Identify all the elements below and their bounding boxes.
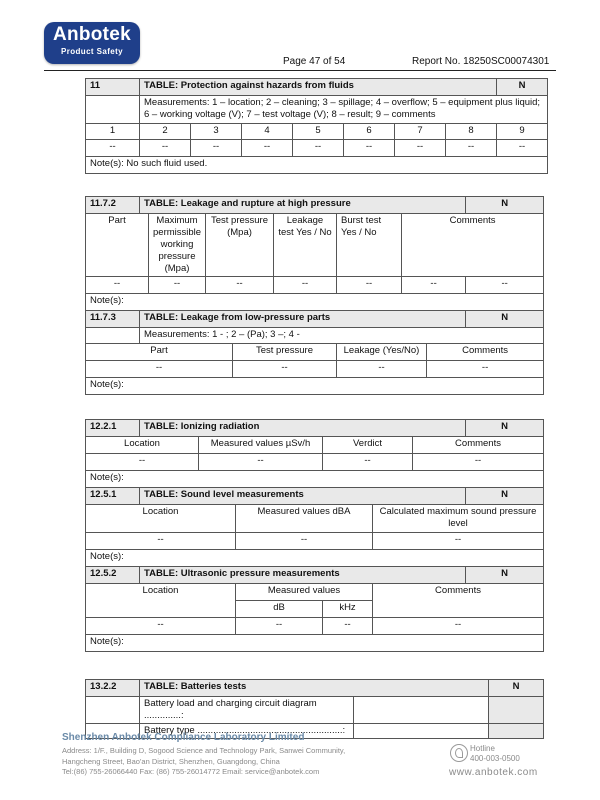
- report-number: Report No. 18250SC00074301: [412, 56, 550, 67]
- col-header: 9: [497, 124, 548, 140]
- clause-number: 11.7.3: [86, 311, 140, 328]
- logo-name: Anbotek: [52, 24, 132, 45]
- col-header: Test pressure: [233, 344, 337, 361]
- col-header: Comments: [373, 584, 544, 618]
- col-header: 8: [446, 124, 497, 140]
- verdict-cell: N: [466, 197, 544, 214]
- table-cell: --: [191, 140, 242, 157]
- footer-company: Shenzhen Anbotek Compliance Laboratory Limited: [62, 732, 305, 743]
- anbotek-logo: [44, 22, 140, 64]
- clause-number: 12.5.1: [86, 488, 140, 505]
- table-cell: --: [427, 361, 544, 378]
- table-cell: --: [337, 361, 427, 378]
- measurements-legend: Measurements: 1 - ; 2 – (Pa); 3 –; 4 -: [140, 328, 544, 344]
- col-header: Comments: [413, 437, 544, 454]
- table-cell: --: [86, 533, 236, 550]
- clause-number: 12.5.2: [86, 567, 140, 584]
- table-note: Note(s): No such fluid used.: [86, 157, 548, 174]
- verdict-cell: N: [466, 311, 544, 328]
- verdict-cell: N: [466, 420, 544, 437]
- table-title: TABLE: Leakage and rupture at high pressure: [140, 197, 466, 214]
- table-title: TABLE: Ionizing radiation: [140, 420, 466, 437]
- table-cell: --: [149, 277, 206, 294]
- table-cell: --: [466, 277, 544, 294]
- address-line: Hangcheng Street, Bao'an District, Shenzhen, Guangdong, China: [62, 756, 280, 766]
- table-cell: --: [497, 140, 548, 157]
- table-cell: --: [413, 454, 544, 471]
- table-title: TABLE: Sound level measurements: [140, 488, 466, 505]
- battery-type-label: Battery type .......................................................:: [140, 724, 354, 739]
- col-header: Measured values: [236, 584, 373, 601]
- table-cell: --: [199, 454, 323, 471]
- clause-number: 13.2.2: [86, 680, 140, 697]
- col-header: Leakage test Yes / No: [274, 214, 337, 277]
- col-header: Comments: [402, 214, 544, 277]
- col-header: 4: [242, 124, 293, 140]
- hotline-label: Hotline: [470, 744, 495, 753]
- table-cell: --: [446, 140, 497, 157]
- col-header: 1: [86, 124, 140, 140]
- table-cell: --: [323, 618, 373, 635]
- col-header: Location: [86, 584, 236, 618]
- table-cell: --: [86, 618, 236, 635]
- table-batteries: [85, 679, 544, 739]
- table-cell: --: [323, 454, 413, 471]
- col-header: kHz: [323, 601, 373, 618]
- verdict-cell: N: [466, 488, 544, 505]
- col-header: Test pressure (Mpa): [206, 214, 274, 277]
- col-header: Verdict: [323, 437, 413, 454]
- table-cell: --: [86, 361, 233, 378]
- table-cell: --: [395, 140, 446, 157]
- table-cell: --: [373, 533, 544, 550]
- battery-diagram-label: Battery load and charging circuit diagram ..............:: [140, 697, 354, 724]
- table-cell: --: [233, 361, 337, 378]
- col-header: Part: [86, 344, 233, 361]
- measurements-legend: Measurements: 1 – location; 2 – cleaning; 3 – spillage; 4 – overflow; 5 – equipment plus liquid; 6 – working voltage (V); 7 – test voltage (V); 8 – result; 9 – comments: [140, 96, 548, 124]
- table-title: TABLE: Leakage from low-pressure parts: [140, 311, 466, 328]
- table-note: Note(s):: [86, 635, 544, 652]
- table-note: Note(s):: [86, 550, 544, 567]
- col-header: 2: [140, 124, 191, 140]
- col-header: dB: [236, 601, 323, 618]
- col-header: Location: [86, 437, 199, 454]
- footer-hotline: [470, 744, 520, 764]
- hotline-number: 400-003-0500: [470, 754, 520, 763]
- table-note: Note(s):: [86, 378, 544, 395]
- contact-line: Tel:(86) 755-26066440 Fax: (86) 755-26014772 Email: service@anbotek.com: [62, 767, 320, 776]
- table-title: TABLE: Batteries tests: [140, 680, 489, 697]
- table-cell: --: [206, 277, 274, 294]
- table-cell: --: [373, 618, 544, 635]
- table-cell: --: [86, 140, 140, 157]
- address-line: Address: 1/F., Building D, Sogood Science and Technology Park, Sanwei Community,: [62, 746, 346, 755]
- clause-number: 11.7.2: [86, 197, 140, 214]
- col-header: 5: [293, 124, 344, 140]
- col-header: 7: [395, 124, 446, 140]
- footer-address: [62, 746, 392, 778]
- logo-tagline: Product Safety: [60, 47, 124, 56]
- table-cell: --: [86, 454, 199, 471]
- verdict-cell: N: [489, 680, 544, 697]
- table-high-pressure: [85, 196, 544, 395]
- table-cell: --: [293, 140, 344, 157]
- table-radiation-sound: [85, 419, 544, 652]
- col-header: Measured values dBA: [236, 505, 373, 533]
- table-cell: --: [236, 618, 323, 635]
- clause-number: 11: [86, 79, 140, 96]
- col-header: Calculated maximum sound pressure level: [373, 505, 544, 533]
- col-header: Maximum permissible working pressure (Mpa): [149, 214, 206, 277]
- table-cell: --: [274, 277, 337, 294]
- table-fluid-hazards: [85, 78, 548, 174]
- col-header: Leakage (Yes/No): [337, 344, 427, 361]
- table-cell: --: [86, 277, 149, 294]
- hotline-phone-icon: [450, 744, 468, 762]
- col-header: Measured values µSv/h: [199, 437, 323, 454]
- page-number: Page 47 of 54: [283, 56, 346, 67]
- clause-number: 12.2.1: [86, 420, 140, 437]
- table-title: TABLE: Protection against hazards from fluids: [140, 79, 497, 96]
- col-header: 6: [344, 124, 395, 140]
- footer-website: www.anbotek.com: [449, 767, 538, 778]
- col-header: Comments: [427, 344, 544, 361]
- verdict-cell: N: [497, 79, 548, 96]
- table-cell: --: [140, 140, 191, 157]
- table-cell: --: [402, 277, 466, 294]
- col-header: Burst test Yes / No: [337, 214, 402, 277]
- table-cell: --: [242, 140, 293, 157]
- table-note: Note(s):: [86, 294, 544, 311]
- header-divider: [44, 70, 556, 71]
- table-cell: --: [236, 533, 373, 550]
- verdict-cell: N: [466, 567, 544, 584]
- table-title: TABLE: Ultrasonic pressure measurements: [140, 567, 466, 584]
- table-cell: --: [337, 277, 402, 294]
- table-note: Note(s):: [86, 471, 544, 488]
- table-cell: --: [344, 140, 395, 157]
- col-header: Part: [86, 214, 149, 277]
- col-header: 3: [191, 124, 242, 140]
- col-header: Location: [86, 505, 236, 533]
